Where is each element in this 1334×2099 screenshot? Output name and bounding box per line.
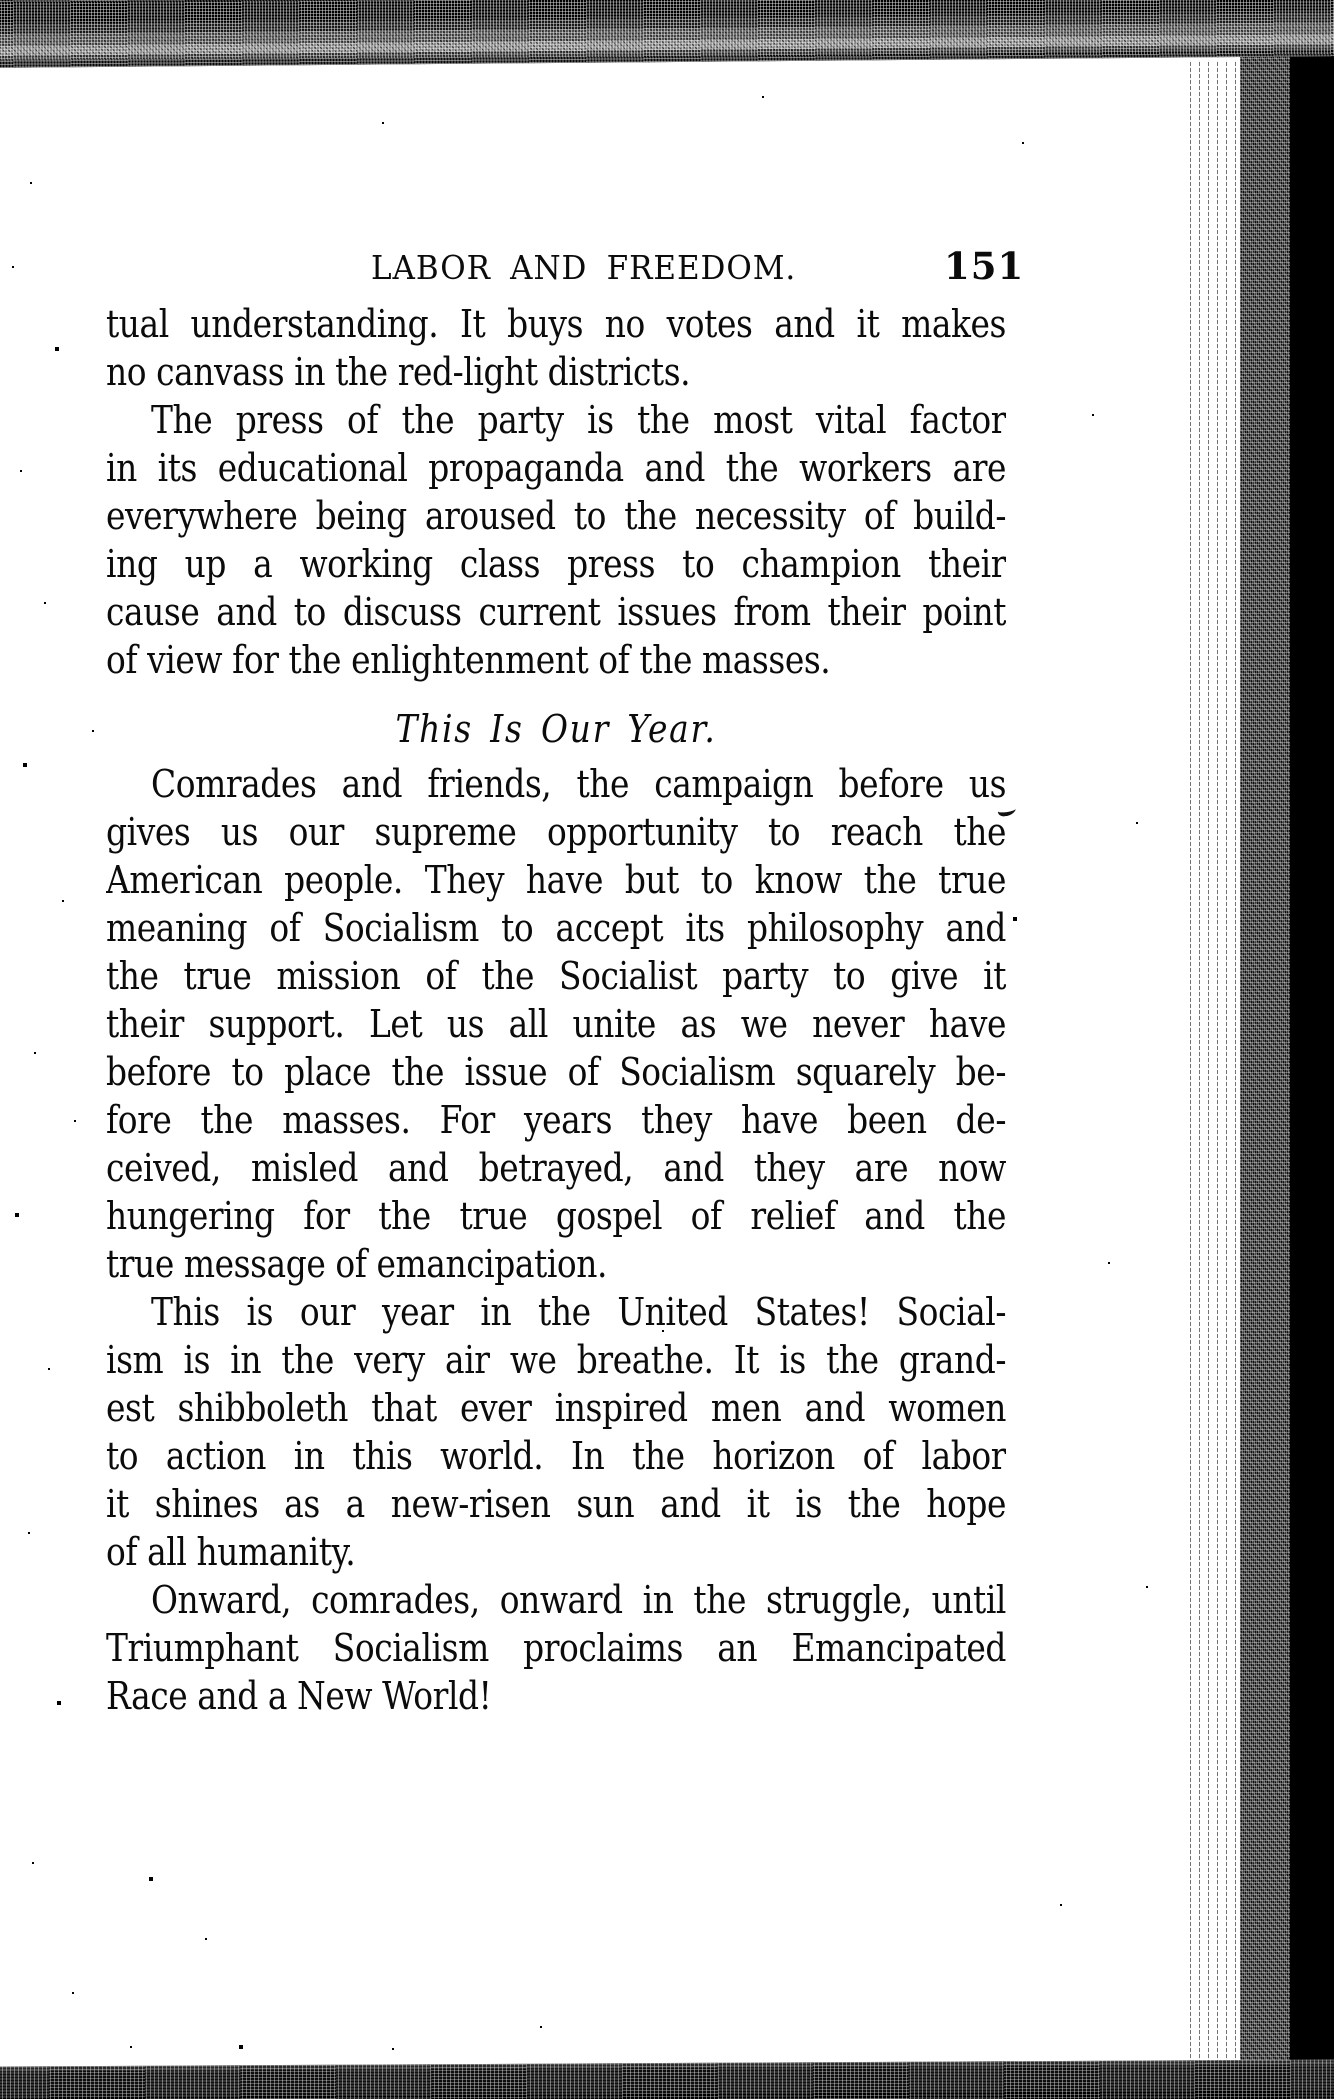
text-line: no canvass in the red-light districts. bbox=[106, 350, 691, 394]
paragraph bbox=[106, 300, 1006, 396]
book-page-edges-texture bbox=[1186, 60, 1240, 2066]
text-line: gives us our supreme opportunity to reach the bbox=[106, 810, 1007, 854]
text-line: Triumphant Socialism proclaims an Emancipated bbox=[106, 1626, 1007, 1670]
running-head bbox=[0, 244, 1334, 292]
scan-bottom-edge-band bbox=[0, 2059, 1334, 2099]
paragraph bbox=[106, 1288, 1006, 1576]
text-line: ing up a working class press to champion their bbox=[106, 542, 1007, 586]
text-line: Race and a New World! bbox=[106, 1674, 492, 1718]
text-line: to action in this world. In the horizon of labor bbox=[106, 1434, 1007, 1478]
text-line: it shines as a new-risen sun and it is the hope bbox=[106, 1482, 1007, 1526]
text-line: est shibboleth that ever inspired men and women bbox=[106, 1386, 1007, 1430]
page-number: 151 bbox=[944, 244, 1025, 288]
text-line: true message of emancipation. bbox=[106, 1242, 608, 1286]
text-line: ceived, misled and betrayed, and they are now bbox=[106, 1146, 1007, 1190]
scan-right-noise-band bbox=[1240, 0, 1290, 2099]
paragraph bbox=[106, 760, 1006, 1288]
text-line: of view for the enlightenment of the masses. bbox=[106, 638, 831, 682]
text-line: The press of the party is the most vital factor bbox=[151, 398, 1007, 442]
paragraph bbox=[106, 1576, 1006, 1720]
text-line: tual understanding. It buys no votes and it makes bbox=[106, 302, 1007, 346]
text-line: cause and to discuss current issues from their point bbox=[106, 590, 1007, 634]
text-line: before to place the issue of Socialism squarely be- bbox=[106, 1050, 1007, 1094]
section-heading: This Is Our Year. bbox=[395, 707, 717, 751]
text-line: their support. Let us all unite as we never have bbox=[106, 1002, 1007, 1046]
scan-top-edge-band bbox=[0, 0, 1334, 68]
text-body bbox=[106, 300, 1006, 1720]
text-line: fore the masses. For years they have been de- bbox=[106, 1098, 1007, 1142]
book-title-header: LABOR AND FREEDOM. bbox=[371, 248, 797, 287]
text-line: in its educational propaganda and the workers are bbox=[106, 446, 1007, 490]
text-line: meaning of Socialism to accept its philosophy and bbox=[106, 906, 1007, 950]
text-line: This is our year in the United States! Social- bbox=[151, 1290, 1007, 1334]
text-line: the true mission of the Socialist party to give it bbox=[106, 954, 1007, 998]
text-line: everywhere being aroused to the necessity of build- bbox=[106, 494, 1007, 538]
scan-right-black-band bbox=[1290, 0, 1334, 2099]
text-line: Comrades and friends, the campaign before us bbox=[151, 762, 1007, 806]
text-line: Onward, comrades, onward in the struggle, until bbox=[151, 1578, 1007, 1622]
text-line: of all humanity. bbox=[106, 1530, 356, 1574]
text-line: hungering for the true gospel of relief and the bbox=[106, 1194, 1007, 1238]
text-line: American people. They have but to know the true bbox=[106, 858, 1007, 902]
text-line: ism is in the very air we breathe. It is the grand- bbox=[106, 1338, 1007, 1382]
paragraph bbox=[106, 396, 1006, 684]
